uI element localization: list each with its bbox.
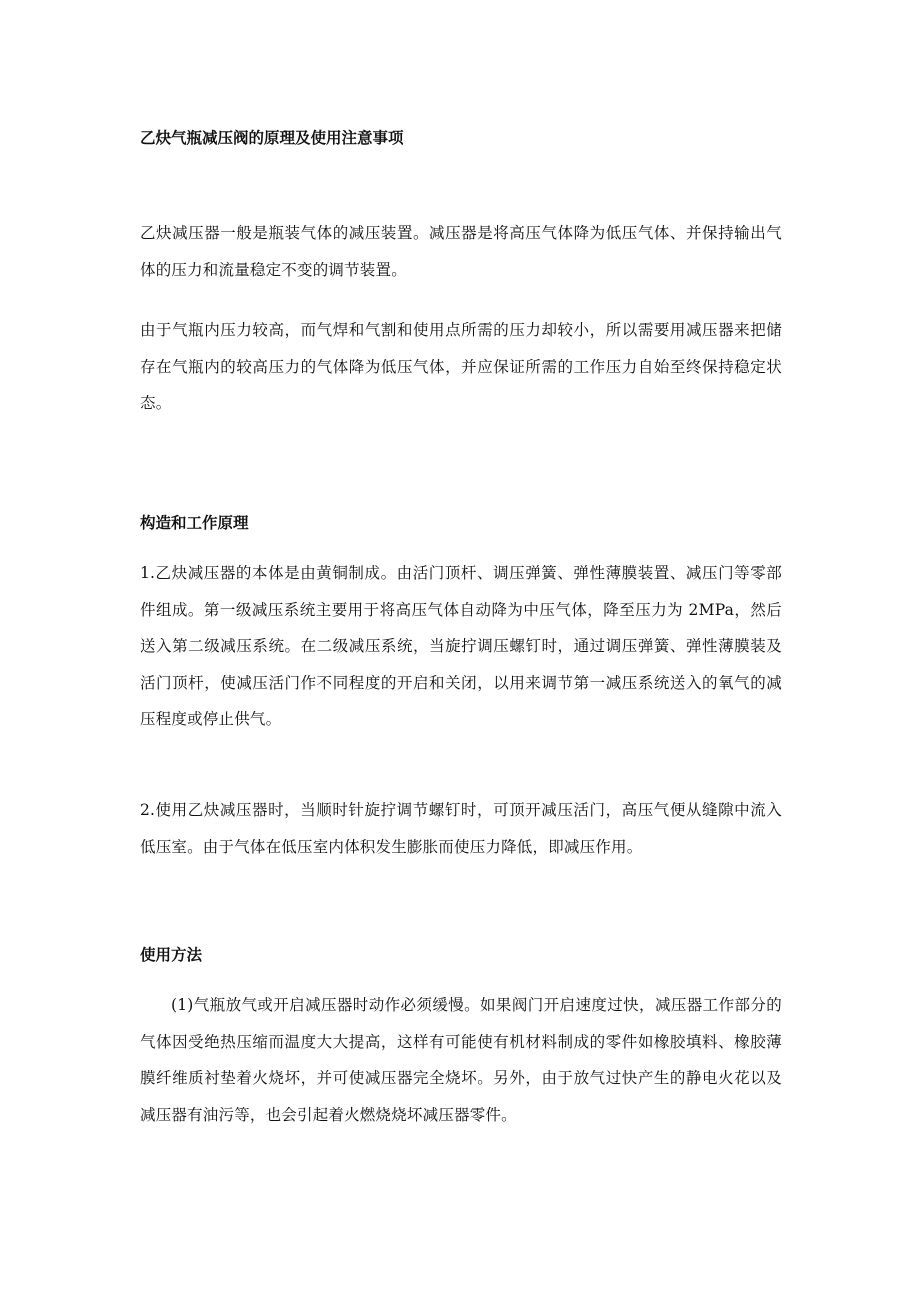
intro-paragraph-1: 乙炔减压器一般是瓶装气体的减压装置。减压器是将高压气体降为低压气体、并保持输出气体的压力和流量稳定不变的调节装置。 [140,224,782,279]
section-heading-structure: 构造和工作原理 [140,513,249,532]
structure-item-2: 2.使用乙炔减压器时，当顺时针旋拧调节螺钉时，可顶开减压活门，高压气便从缝隙中流入低压室。由于气体在低压室内体积发生膨胀而使压力降低，即减压作用。 [140,801,782,856]
section-heading-usage: 使用方法 [140,945,203,964]
structure-item-1: 1.乙炔减压器的本体是由黄铜制成。由活门顶杆、调压弹簧、弹性薄膜装置、减压门等零部件组成。第一级减压系统主要用于将高压气体自动降为中压气体，降至压力为 2MPa，然后送入第二级减压系统。在二级减压系统，当旋拧调压螺钉时，通过调压弹簧、弹性薄膜装及活门顶杆，使减压活门作不同程度的开启和关闭，以用来调节第一减压系统送入的氧气的减压程度或停止供气。 [140,564,782,728]
document-title: 乙炔气瓶减压阀的原理及使用注意事项 [140,128,404,147]
usage-item-1: (1)气瓶放气或开启减压器时动作必须缓慢。如果阀门开启速度过快，减压器工作部分的气体因受绝热压缩而温度大大提高，这样有可能使有机材料制成的零件如橡胶填料、橡胶薄膜纤维质衬垫着火烧坏，并可使减压器完全烧坏。另外，由于放气过快产生的静电火花以及减压器有油污等，也会引起着火燃烧烧坏减压器零件。 [140,996,782,1124]
intro-paragraph-2: 由于气瓶内压力较高，而气焊和气割和使用点所需的压力却较小，所以需要用减压器来把储存在气瓶内的较高压力的气体降为低压气体，并应保证所需的工作压力自始至终保持稳定状态。 [140,321,782,412]
